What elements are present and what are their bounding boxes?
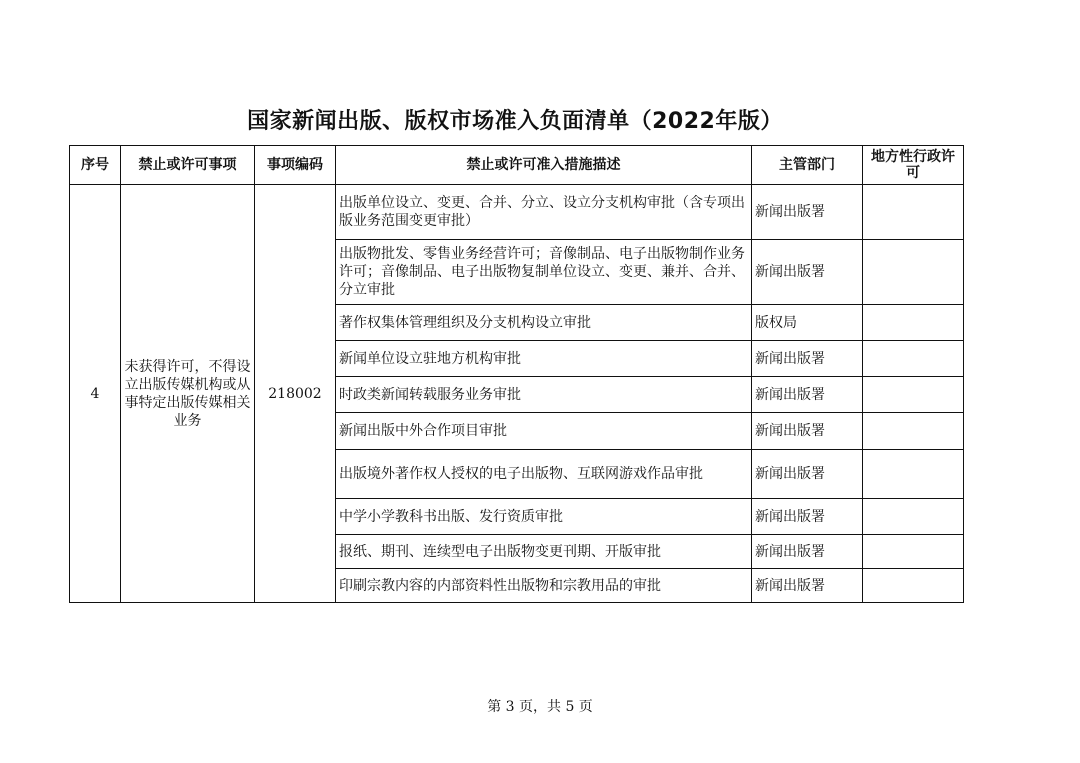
negative-list-table — [69, 145, 964, 603]
row-desc: 新闻单位设立驻地方机构审批 — [336, 341, 752, 377]
row-desc: 时政类新闻转载服务业务审批 — [336, 377, 752, 413]
row-desc: 中学小学教科书出版、发行资质审批 — [336, 499, 752, 535]
row-local — [863, 499, 964, 535]
row-desc: 著作权集体管理组织及分支机构设立审批 — [336, 305, 752, 341]
group-seq: 4 — [70, 185, 121, 603]
row-dept: 新闻出版署 — [752, 569, 863, 603]
table-header-row — [70, 146, 964, 185]
row-local — [863, 377, 964, 413]
page-footer: 第 3 页，共 5 页 — [487, 699, 593, 715]
row-local — [863, 185, 964, 240]
row-desc: 报纸、期刊、连续型电子出版物变更刊期、开版审批 — [336, 535, 752, 569]
header-local: 地方性行政许可 — [863, 146, 964, 185]
row-local — [863, 413, 964, 450]
row-dept: 新闻出版署 — [752, 341, 863, 377]
row-dept: 版权局 — [752, 305, 863, 341]
row-desc: 出版物批发、零售业务经营许可；音像制品、电子出版物制作业务许可；音像制品、电子出版物复制单位设立、变更、兼并、合并、分立审批 — [336, 240, 752, 305]
row-local — [863, 535, 964, 569]
row-local — [863, 569, 964, 603]
header-code: 事项编码 — [255, 146, 336, 185]
document-title: 国家新闻出版、版权市场准入负面清单（2022年版） — [247, 109, 783, 134]
row-dept: 新闻出版署 — [752, 240, 863, 305]
row-dept: 新闻出版署 — [752, 377, 863, 413]
row-dept: 新闻出版署 — [752, 413, 863, 450]
row-dept: 新闻出版署 — [752, 499, 863, 535]
header-dept: 主管部门 — [752, 146, 863, 185]
row-dept: 新闻出版署 — [752, 450, 863, 499]
row-desc: 印刷宗教内容的内部资料性出版物和宗教用品的审批 — [336, 569, 752, 603]
group-code: 218002 — [255, 185, 336, 603]
row-dept: 新闻出版署 — [752, 535, 863, 569]
header-desc: 禁止或许可准入措施描述 — [336, 146, 752, 185]
row-local — [863, 450, 964, 499]
group-item: 未获得许可，不得设立出版传媒机构或从事特定出版传媒相关业务 — [121, 185, 255, 603]
header-seq: 序号 — [70, 146, 121, 185]
header-item: 禁止或许可事项 — [121, 146, 255, 185]
row-desc: 出版单位设立、变更、合并、分立、设立分支机构审批（含专项出版业务范围变更审批） — [336, 185, 752, 240]
row-desc: 出版境外著作权人授权的电子出版物、互联网游戏作品审批 — [336, 450, 752, 499]
row-local — [863, 240, 964, 305]
row-local — [863, 341, 964, 377]
row-dept: 新闻出版署 — [752, 185, 863, 240]
table-row — [70, 185, 964, 240]
row-local — [863, 305, 964, 341]
row-desc: 新闻出版中外合作项目审批 — [336, 413, 752, 450]
